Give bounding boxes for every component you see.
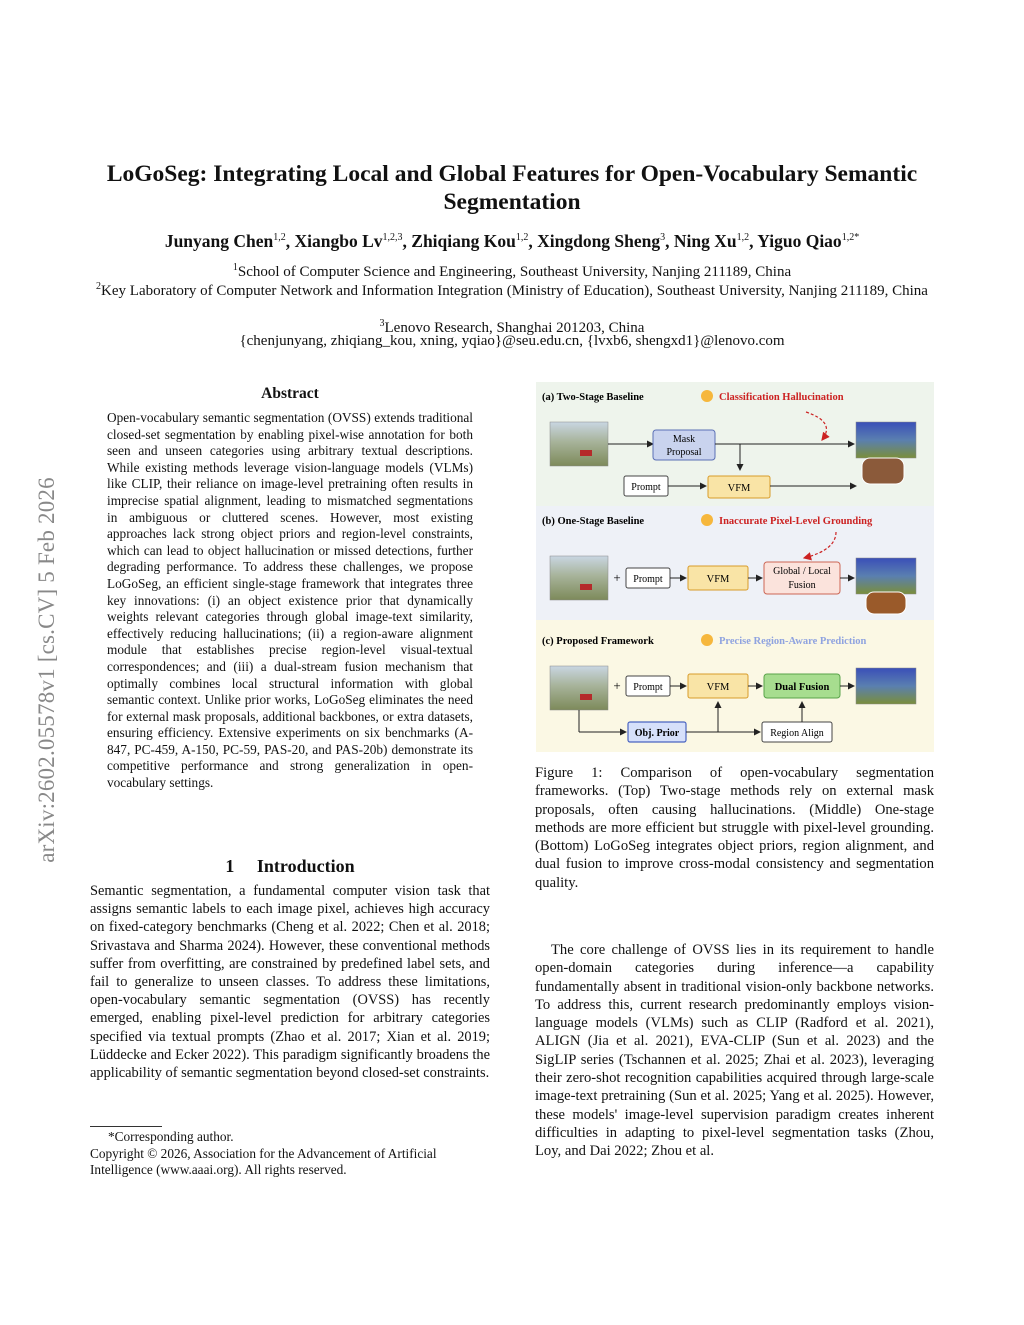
- mask-proposal-label: Mask: [672, 434, 696, 445]
- affiliation-1: $^1$School of Computer Science and Engineering, Southeast University, Nanjing 211189, China: [232, 262, 792, 280]
- figure-1-caption: Figure 1: Comparison of open-vocabulary segmentation frameworks. (Top) Two-stage methods rely on external mask proposals, often causing hallucinations. (Middle) One-stage methods are more efficient but struggle with pixel-level grounding. (Bottom) LoGoSeg integrates object priors, region alignment, and dual fusion to improve cross-modal consistency and segmentation quality.: [535, 765, 934, 891]
- smiling-face-icon: [701, 634, 713, 646]
- body-text-right-column: The core challenge of OVSS lies in its requirement to handle open-domain categories during inference—a capability fundamentally absent in traditional vision-only backbone networks. To address this, current research predominantly employs vision-language models (VLMs) such as CLIP (Radford et al. 2021), ALIGN (Jia et al. 2021), EVA-CLIP (Sun et al. 2023) and the SigLIP series (Tschannen et al. 2025; Zhai et al. 2023), leveraging their zero-shot recognition capabilities acquired through large-scale image-text pretraining (Sun et al. 2025; Yang et al. 2025). However, these models' image-level supervision paradigm creates inherent difficulties in adapting to pixel-level segmentation tasks (Zhou, Loy, and Dai 2022; Zhou et al.: [535, 942, 934, 1160]
- zoomed-region: [866, 592, 906, 614]
- panel-b-note: Inaccurate Pixel-Level Grounding: [719, 516, 873, 527]
- abstract-text: Open-vocabulary semantic segmentation (OVSS) extends traditional closed-set segmentation by enabling pixel-wise annotation for both seen and unseen categories using arbitrary textual descriptions. While existing methods leverage vision-language models (VLMs) like CLIP, their reliance on image-level pretraining often results in imprecise spatial alignment, leading to mismatched segmentations in ambiguous or cluttered scenes. However, most existing approaches lack strong object priors and region-level constraints, which can lead to object hallucination or missed detections, further degrading performance. To address these challenges, we propose LoGoSeg, an efficient single-stage framework that integrates three key innovations: (i) an object existence prior that dynamically weights relevant categories through global image-text similarity, effectively reducing hallucinations; (ii) a region-aware alignment module that establishes precise region-level visual-textual correspondences; and (iii) a dual-stream fusion mechanism that optimally combines local structural information with global semantic context. Unlike prior works, LoGoSeg eliminates the need for external mask proposals, additional backbones, or extra datasets, ensuring efficiency. Extensive experiments on six benchmarks (A-847, PC-459, A-150, PC-59, PAS-20, and PAS-20b) demonstrate its competitive performance and strong generalization in open-vocabulary settings.: [107, 410, 473, 791]
- input-image-b: [550, 556, 608, 600]
- author-emails: {chenjunyang, zhiqiang_kou, xning, yqiao}@seu.edu.cn, {lvxb6, shengxd1}@lenovo.com: [239, 333, 785, 349]
- svg-text:Region Align: Region Align: [770, 728, 824, 739]
- author: Junyang Chen$^{1,2}$,: [164, 231, 295, 251]
- arxiv-identifier: arXiv:2602.05578v1 [cs.CV] 5 Feb 2026: [34, 477, 59, 863]
- svg-text:Global / Local: Global / Local: [773, 566, 831, 577]
- svg-text:Obj. Prior: Obj. Prior: [634, 728, 680, 739]
- introduction-text: Semantic segmentation, a fundamental computer vision task that assigns semantic labels to each image pixel, achieves high accuracy on fixed-category benchmarks (Cheng et al. 2022; Chen et al. 2018; Srivastava and Sharma 2024). However, these conventional methods suffer from overfitting, are constrained by predefined label sets, and fail to generalize to unseen classes. To address these limitations, open-vocabulary semantic segmentation (OVSS) has recently emerged, enabling pixel-level prediction for arbitrary categories specified via textual prompts (Zhao et al. 2017; Xian et al. 2019; Lüddecke and Ecker 2022). This paradigm significantly broadens the applicability of semantic segmentation beyond closed-set constraints.: [90, 883, 490, 1082]
- figure-1: [536, 382, 934, 752]
- author-list: [40, 231, 984, 252]
- copyright-notice: Copyright © 2026, Association for the Advancement of Artificial Intelligence (www.aaai.org). All rights reserved.: [90, 1145, 437, 1178]
- panel-a-title: (a) Two-Stage Baseline: [542, 392, 644, 403]
- svg-text:Fusion: Fusion: [788, 580, 816, 591]
- zoomed-region: [862, 458, 904, 484]
- author: Xiangbo Lv$^{1,2,3}$,: [294, 231, 412, 251]
- svg-text:Prompt: Prompt: [631, 482, 661, 493]
- vehicle-shape: [580, 584, 592, 590]
- svg-text:Prompt: Prompt: [633, 574, 663, 585]
- svg-text:VFM: VFM: [706, 682, 730, 693]
- panel-b-title: (b) One-Stage Baseline: [542, 516, 645, 527]
- affiliation-3: $^3$Lenovo Research, Shanghai 201203, China: [379, 318, 645, 336]
- corresponding-author-note: *Corresponding author.: [108, 1129, 234, 1144]
- footnote: [90, 1129, 490, 1179]
- svg-text:+: +: [613, 678, 621, 693]
- panel-a-note: Classification Hallucination: [719, 392, 844, 403]
- input-image-a: [550, 422, 608, 466]
- paper-title: LoGoSeg: Integrating Local and Global Features for Open-Vocabulary Semantic Segmentation: [106, 161, 918, 215]
- input-image-c: [550, 666, 608, 710]
- svg-text:VFM: VFM: [706, 574, 730, 585]
- svg-text:Prompt: Prompt: [633, 682, 663, 693]
- confused-face-icon: [701, 390, 713, 402]
- affiliation-2: $^2$Key Laboratory of Computer Network and Information Integration (Ministry of Education), Southeast University, Nanjing 211189, China: [96, 281, 928, 299]
- output-segmentation-b: [856, 558, 916, 594]
- vehicle-shape: [580, 450, 592, 456]
- output-segmentation-a: [856, 422, 916, 458]
- svg-text:+: +: [613, 570, 621, 585]
- author: Ning Xu$^{1,2}$,: [673, 231, 758, 251]
- output-segmentation-c: [856, 668, 916, 704]
- svg-text:Proposal: Proposal: [666, 447, 702, 458]
- section-heading-introduction: 1 Introduction: [225, 856, 355, 876]
- panel-c-title: (c) Proposed Framework: [542, 636, 654, 647]
- author: Zhiqiang Kou$^{1,2}$,: [411, 231, 538, 251]
- author: Yiguo Qiao$^{1,2*}$: [757, 231, 860, 251]
- abstract-heading: Abstract: [261, 385, 319, 402]
- worried-face-icon: [701, 514, 713, 526]
- vehicle-shape: [580, 694, 592, 700]
- author: Xingdong Sheng$^3$,: [537, 231, 674, 251]
- panel-c-note: Precise Region-Aware Prediction: [719, 636, 867, 647]
- svg-text:Dual Fusion: Dual Fusion: [774, 682, 830, 693]
- footnote-divider: [90, 1126, 162, 1127]
- svg-text:VFM: VFM: [727, 483, 751, 494]
